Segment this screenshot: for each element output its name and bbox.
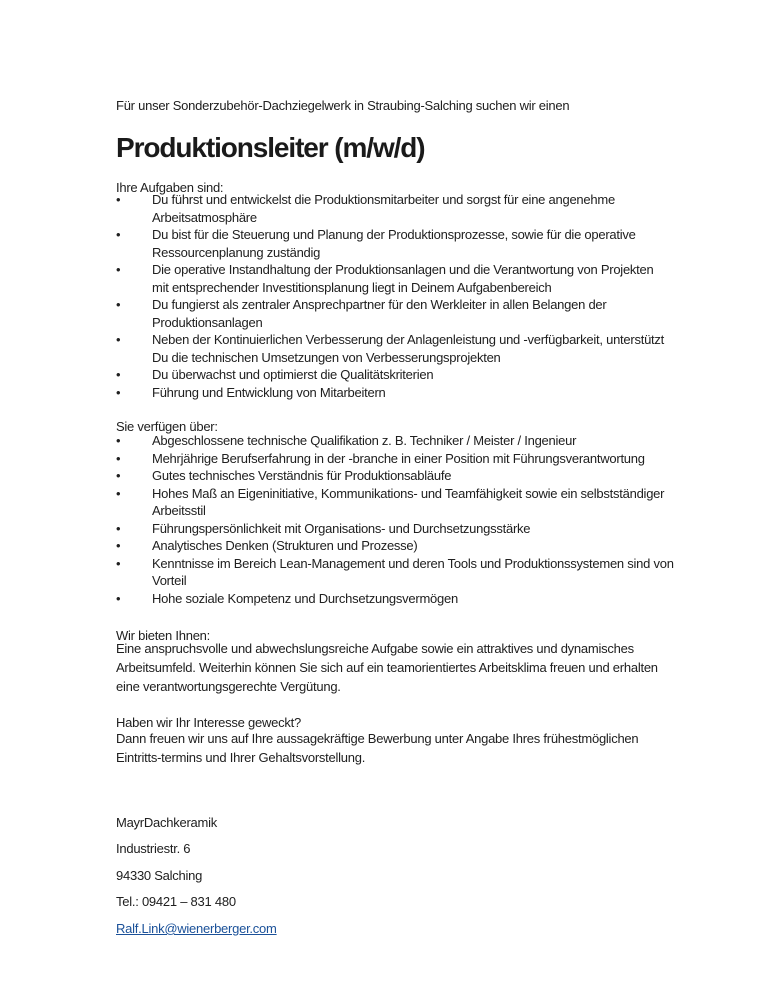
list-item — [116, 467, 674, 485]
contact-city: 94330 Salching — [116, 868, 203, 883]
list-item-line: Die operative Instandhaltung der Produktionsanlagen und die Verantwortung von Projekten — [152, 262, 654, 277]
list-item — [116, 296, 664, 331]
list-item-line: Hohe soziale Kompetenz und Durchsetzungsvermögen — [152, 590, 458, 606]
bullet-icon — [116, 432, 152, 450]
list-item-line: Ressourcenplanung zuständig — [152, 244, 321, 260]
list-item — [116, 537, 674, 555]
bullet-icon — [116, 226, 152, 261]
paragraph-line: Eintritts-termins und Ihrer Gehaltsvorstellung. — [116, 750, 366, 765]
list-item-line: Du die technischen Umsetzungen von Verbesserungsprojekten — [152, 349, 501, 365]
list-item-line: Du überwachst und optimierst die Qualitätskriterien — [152, 367, 434, 382]
page-title: Produktionsleiter (m/w/d) — [116, 131, 425, 163]
list-item — [116, 432, 674, 450]
list-item-line: Kenntnisse im Bereich Lean-Management und deren Tools und Produktionssystemen sind von — [152, 555, 674, 571]
bullet-icon — [116, 366, 152, 384]
bullet-icon — [116, 261, 152, 296]
list-item — [116, 520, 674, 538]
list-item-line: Mehrjährige Berufserfahrung in der -branche in einer Position mit Führungsverantwortung — [152, 450, 645, 466]
bullet-icon — [116, 467, 152, 485]
list-item-line: Abgeschlossene technische Qualifikation z. B. Techniker / Meister / Ingenieur — [152, 433, 577, 448]
contact-company: MayrDachkeramik — [116, 815, 217, 830]
list-item — [116, 226, 664, 261]
list-item — [116, 555, 674, 590]
paragraph-line: Dann freuen wir uns auf Ihre aussagekräftige Bewerbung unter Angabe Ihres frühestmöglichen — [116, 731, 639, 746]
list-item-line: Arbeitsstil — [152, 503, 206, 518]
list-item — [116, 590, 674, 608]
paragraph-line: Arbeitsumfeld. Weiterhin können Sie sich auf ein teamorientiertes Arbeitsklima freuen und erhalten — [116, 660, 658, 675]
contact-phone: Tel.: 09421 – 831 480 — [116, 894, 236, 909]
list-item-line: Arbeitsatmosphäre — [152, 209, 257, 225]
list-item-line: Du führst und entwickelst die Produktionsmitarbeiter und sorgst für eine angenehme — [152, 192, 615, 207]
list-item-line: Du bist für die Steuerung und Planung der Produktionsprozesse, sowie für die operative — [152, 227, 636, 242]
list-item-line: Neben der Kontinuierlichen Verbesserung der Anlagenleistung und -verfügbarkeit, unterstützt — [152, 332, 665, 347]
list-item-line: Vorteil — [152, 573, 187, 588]
list-item-line: Führung und Entwicklung von Mitarbeitern — [152, 384, 386, 400]
list-item — [116, 191, 664, 226]
list-item-line: Führungspersönlichkeit mit Organisations- und Durchsetzungsstärke — [152, 520, 531, 536]
interest-question: Haben wir Ihr Interesse geweckt? — [116, 715, 301, 730]
tasks-list — [116, 191, 664, 401]
list-item — [116, 366, 664, 384]
section-heading-tasks: Ihre Aufgaben sind: — [116, 180, 224, 195]
bullet-icon — [116, 590, 152, 608]
list-item-line: Hohes Maß an Eigeninitiative, Kommunikations- und Teamfähigkeit sowie ein selbstständiger — [152, 485, 665, 501]
list-item-line: Analytisches Denken (Strukturen und Prozesse) — [152, 538, 418, 553]
bullet-icon — [116, 384, 152, 402]
intro-line: Für unser Sonderzubehör-Dachziegelwerk in Straubing-Salching suchen wir einen — [116, 98, 570, 113]
email-link[interactable]: Ralf.Link@wienerberger.com — [116, 921, 277, 936]
closing-paragraph — [116, 729, 638, 767]
contact-street: Industriestr. 6 — [116, 841, 191, 856]
list-item-line: Du fungierst als zentraler Ansprechpartner für den Werkleiter in allen Belangen der — [152, 297, 607, 312]
list-item — [116, 261, 664, 296]
bullet-icon — [116, 520, 152, 538]
bullet-icon — [116, 296, 152, 331]
bullet-icon — [116, 537, 152, 555]
bullet-icon — [116, 331, 152, 366]
offer-paragraph — [116, 639, 658, 696]
list-item-line: Produktionsanlagen — [152, 314, 263, 330]
list-item-line: mit entsprechender Investitionsplanung liegt in Deinem Aufgabenbereich — [152, 279, 552, 295]
profile-list — [116, 432, 674, 607]
list-item-line: Gutes technisches Verständnis für Produktionsabläufe — [152, 468, 452, 483]
bullet-icon — [116, 555, 152, 590]
bullet-icon — [116, 191, 152, 226]
list-item — [116, 384, 664, 402]
bullet-icon — [116, 450, 152, 468]
paragraph-line: eine verantwortungsgerechte Vergütung. — [116, 679, 341, 694]
contact-email-row — [116, 920, 277, 938]
paragraph-line: Eine anspruchsvolle und abwechslungsreiche Aufgabe sowie ein attraktives und dynamisches — [116, 641, 634, 656]
section-heading-offer: Wir bieten Ihnen: — [116, 628, 211, 643]
list-item — [116, 485, 674, 520]
list-item — [116, 450, 674, 468]
bullet-icon — [116, 485, 152, 520]
list-item — [116, 331, 664, 366]
section-heading-profile: Sie verfügen über: — [116, 419, 218, 434]
